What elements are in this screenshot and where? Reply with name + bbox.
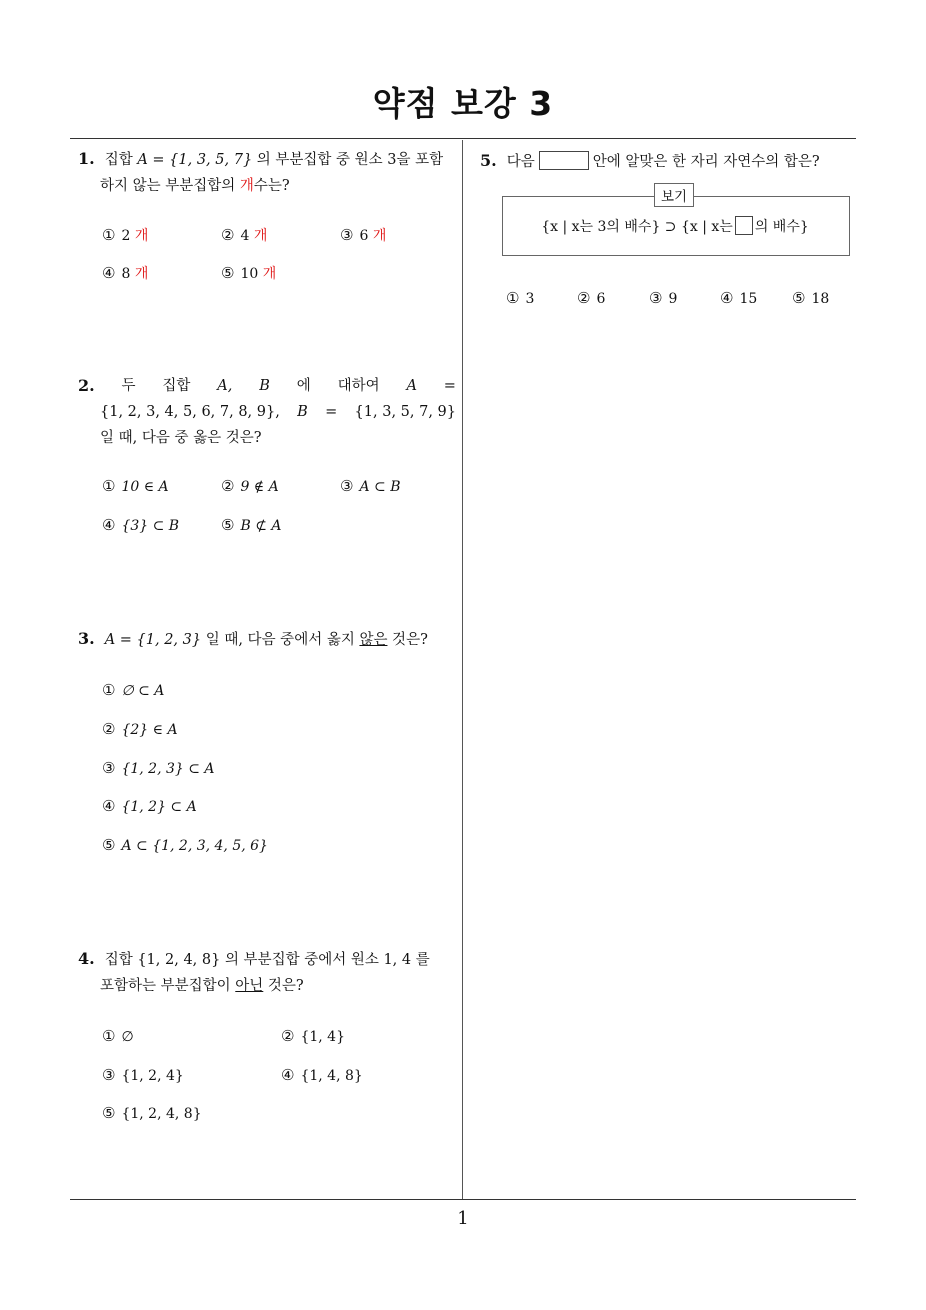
question-1: 1. 집합 A = {1, 3, 5, 7} 의 부분집합 중 원소 3을 포함 하지 않는 부분집합의 개수는? [78,146,458,199]
option-5[interactable]: ⑤ A ⊂ {1, 2, 3, 4, 5, 6} [102,836,268,854]
bottom-divider [70,1199,856,1200]
option-3[interactable]: ③ 9 [649,289,678,307]
option-3[interactable]: ③ {1, 2, 3} ⊂ A [102,759,215,777]
option-2[interactable]: ② 9 ∉ A [221,477,279,495]
option-4[interactable]: ④ 8 개 [102,264,149,282]
option-2[interactable]: ② 6 [577,289,606,307]
option-5[interactable]: ⑤ B ⊄ A [221,516,282,534]
option-2[interactable]: ② 4 개 [221,226,268,244]
bogi-content: {x | x는 3의 배수} ⊃ {x | x는 의 배수} [502,216,848,236]
option-4[interactable]: ④ {3} ⊂ B [102,516,180,534]
question-3 [78,626,458,653]
question-4-stem: 4. 집합 {1, 2, 4, 8} 의 부분집합 중에서 원소 1, 4 를 [78,949,430,968]
option-4[interactable]: ④ {1, 4, 8} [281,1066,363,1084]
option-1[interactable]: ① 3 [506,289,535,307]
option-3[interactable]: ③ 6 개 [340,226,387,244]
page-title: 약점 보강 3 [372,84,554,123]
option-1[interactable]: ① ∅ ⊂ A [102,681,165,699]
option-5[interactable]: ⑤ {1, 2, 4, 8} [102,1104,202,1122]
question-5 [480,148,850,175]
bogi-label: 보기 [654,183,694,207]
column-divider [462,140,463,1200]
question-4: 4. 집합 {1, 2, 4, 8} 의 부분집합 중에서 원소 1, 4 를 포함하는 부분집합이 아닌 것은? [78,946,458,999]
option-3[interactable]: ③ A ⊂ B [340,477,401,495]
top-divider [70,138,856,139]
question-5-stem: 5. 다음 안에 알맞은 한 자리 자연수의 합은? [480,151,820,170]
question-1-stem: 1. 집합 A = {1, 3, 5, 7} 의 부분집합 중 원소 3을 포함 [78,149,444,168]
answer-blank-small [735,216,753,235]
option-1[interactable]: ① 10 ∈ A [102,477,169,495]
option-4[interactable]: ④ 15 [720,289,758,307]
option-5[interactable]: ⑤ 18 [792,289,830,307]
option-5[interactable]: ⑤ 10 개 [221,264,277,282]
question-3-stem: 3. A = {1, 2, 3} 일 때, 다음 중에서 옳지 않은 것은? [78,629,428,648]
option-1[interactable]: ① 2 개 [102,226,149,244]
option-2[interactable]: ② {2} ∈ A [102,720,178,738]
option-2[interactable]: ② {1, 4} [281,1027,345,1045]
page-number: 1 [457,1208,469,1229]
option-1[interactable]: ① ∅ [102,1027,134,1045]
question-number: 1. [78,149,95,168]
option-3[interactable]: ③ {1, 2, 4} [102,1066,184,1084]
question-2-stem: 2. 두 집합 A, B 에 대하여 A = [78,376,456,395]
question-2: 2. 두 집합 A, B 에 대하여 A = {1, 2, 3, 4, 5, 6, 7, 8, 9}, B = {1, 3, 5, 7, 9} 일 때, 다음 중 옳은 것은? [78,373,456,451]
answer-blank [539,151,589,170]
option-4[interactable]: ④ {1, 2} ⊂ A [102,797,197,815]
